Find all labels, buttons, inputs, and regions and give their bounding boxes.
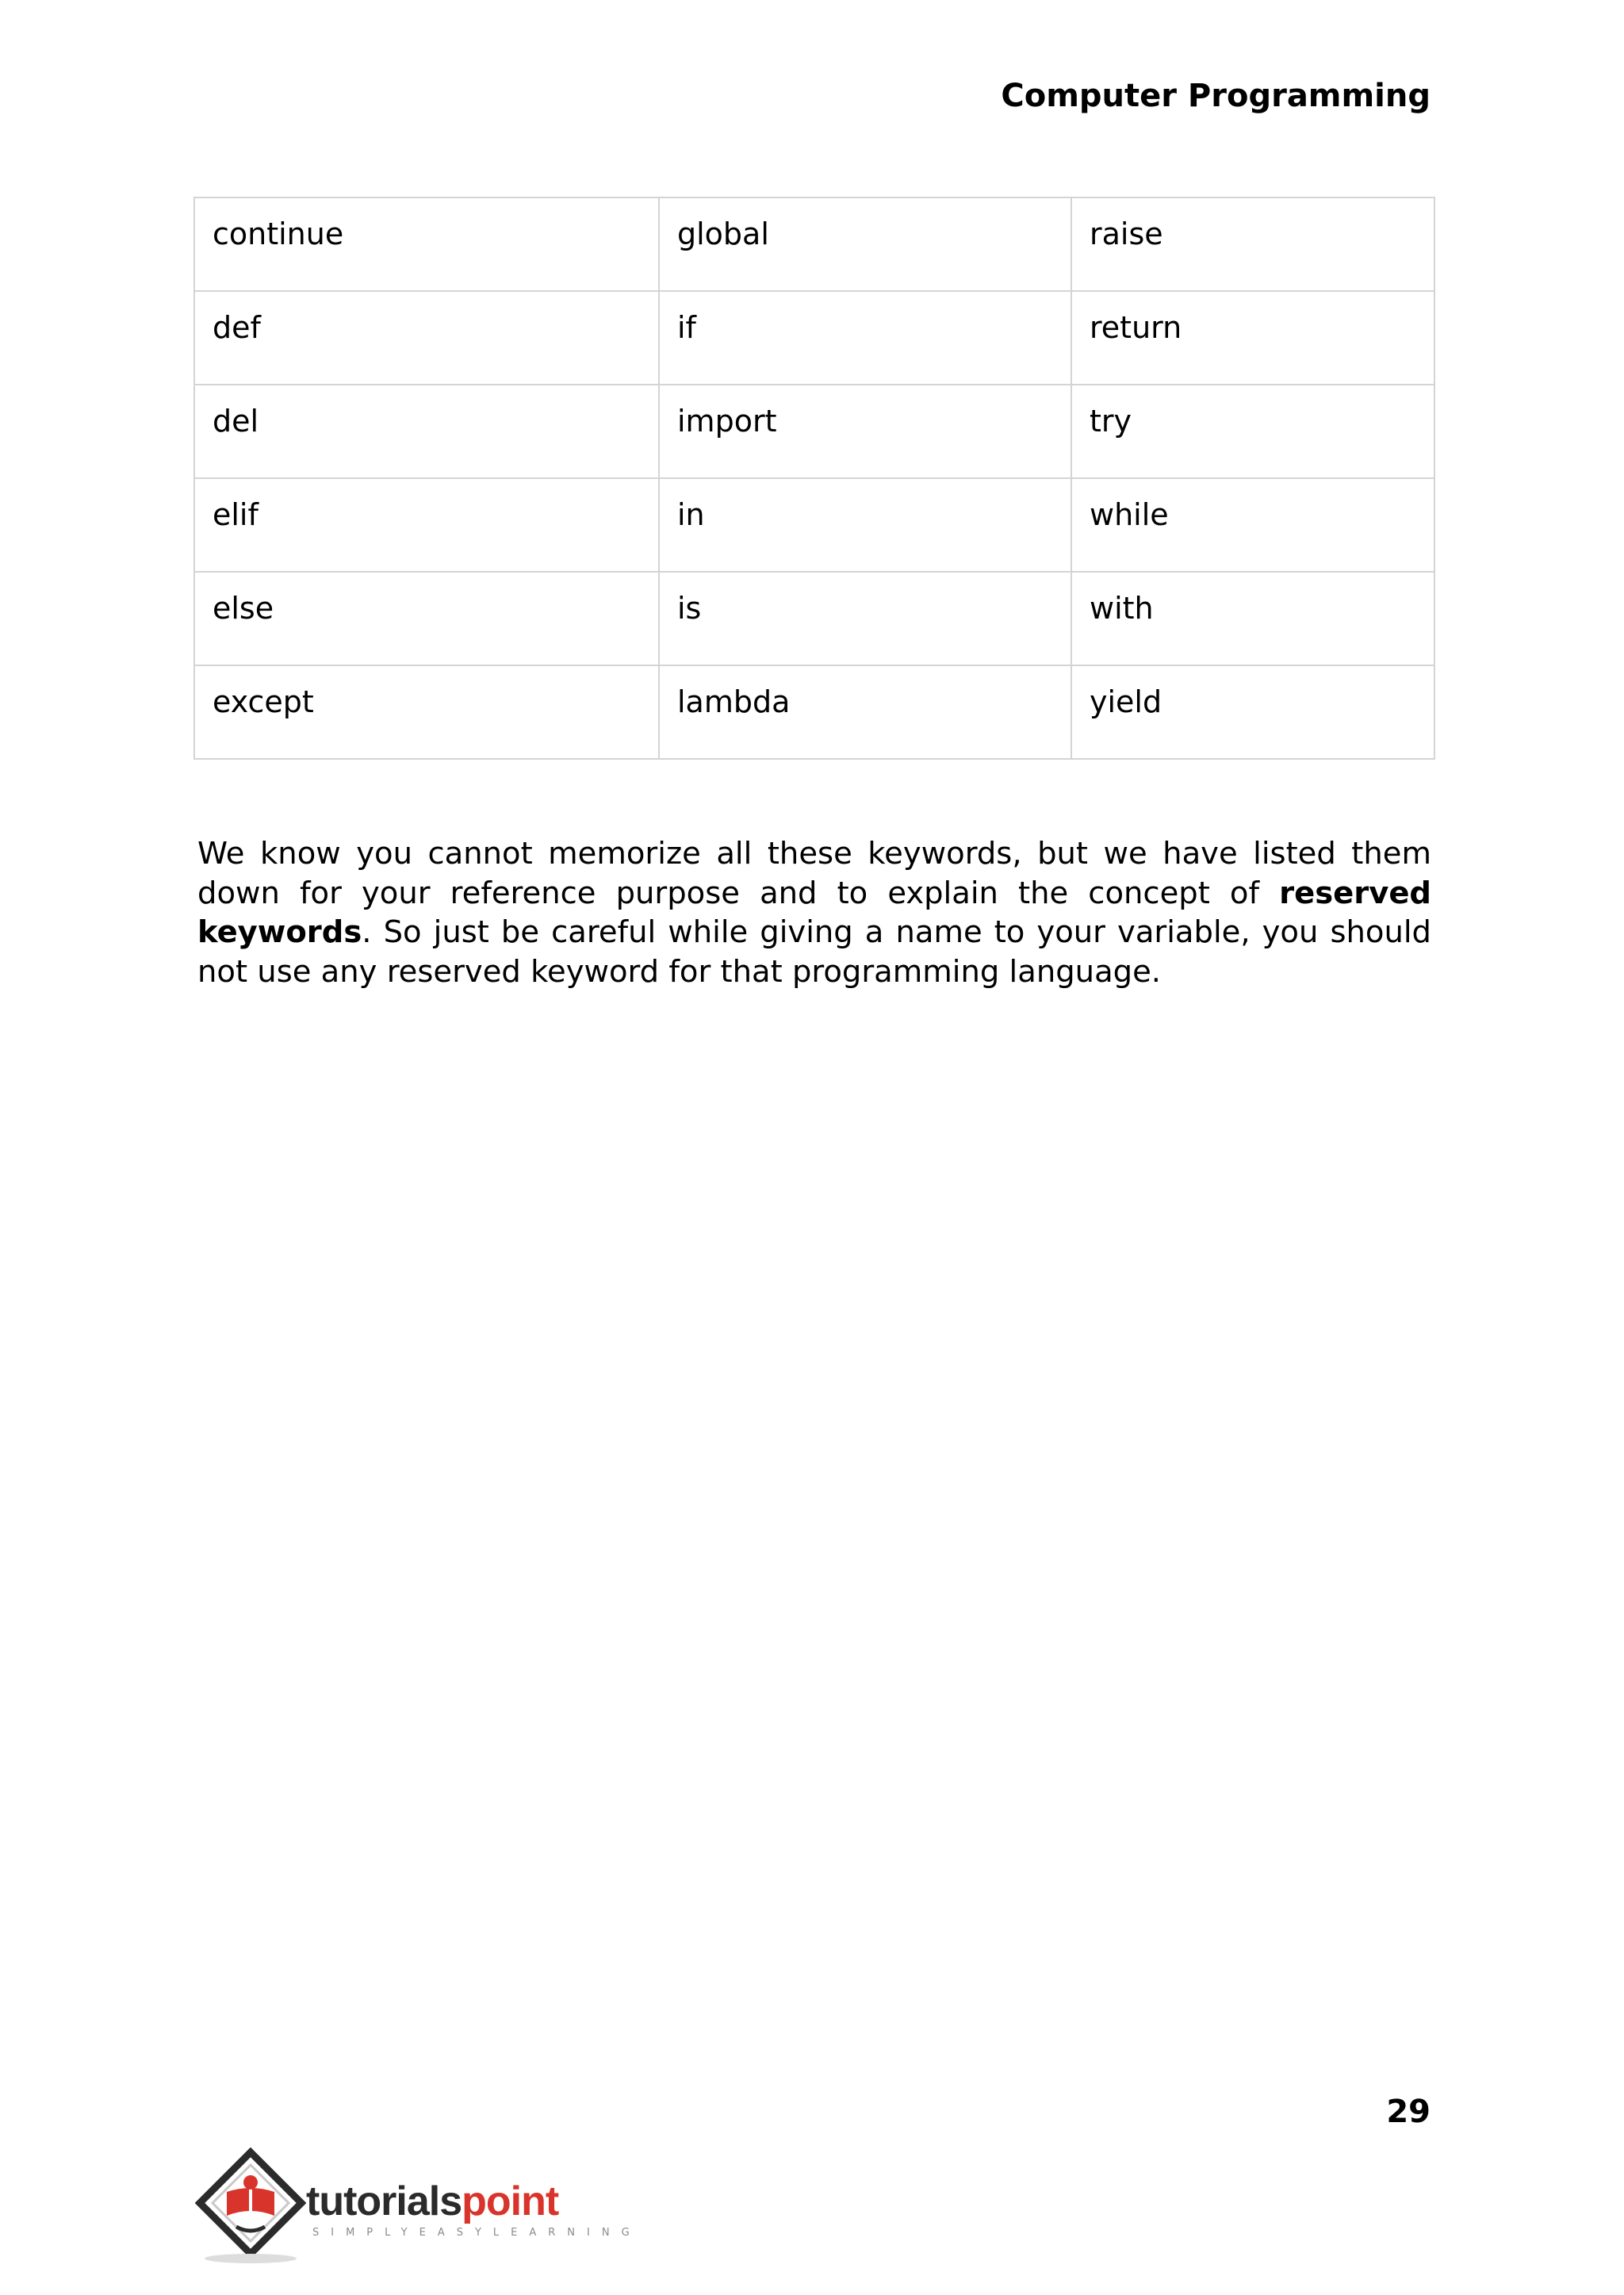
logo-mark-icon: [195, 2147, 306, 2266]
paragraph-text: . So just be careful while giving a name to your variable, you should not use any reserved keyword for that programming language.: [197, 914, 1431, 990]
table-row: [194, 197, 1434, 291]
page-number: 29: [1386, 2094, 1431, 2130]
table-row: [194, 478, 1434, 572]
paragraph-text: We know you cannot memorize all these keywords, but we have listed them down for your reference purpose and to explain the concept of: [197, 836, 1431, 911]
table-cell: def: [194, 291, 659, 385]
table-cell: while: [1071, 478, 1434, 572]
logo-wordmark: [306, 2178, 559, 2224]
table-cell: try: [1071, 385, 1434, 478]
table-cell: if: [659, 291, 1071, 385]
table-cell: yield: [1071, 665, 1434, 759]
table-cell: else: [194, 572, 659, 665]
table-cell: global: [659, 197, 1071, 291]
table-cell: lambda: [659, 665, 1071, 759]
running-header-title: Computer Programming: [1001, 78, 1431, 114]
tutorialspoint-logo: [195, 2147, 642, 2274]
table-cell: except: [194, 665, 659, 759]
table-cell: in: [659, 478, 1071, 572]
body-paragraph: [197, 834, 1431, 991]
keyword-table: [193, 197, 1435, 760]
table-row: [194, 385, 1434, 478]
logo-tagline: SIMPLYEASYLEARNING: [312, 2227, 642, 2239]
logo-word-accent: point: [462, 2178, 559, 2224]
table-row: [194, 572, 1434, 665]
table-cell: is: [659, 572, 1071, 665]
table-cell: return: [1071, 291, 1434, 385]
table-cell: import: [659, 385, 1071, 478]
table-cell: continue: [194, 197, 659, 291]
table-row: [194, 665, 1434, 759]
table-cell: elif: [194, 478, 659, 572]
logo-word-dark: tutorials: [306, 2178, 462, 2224]
table-cell: del: [194, 385, 659, 478]
table-cell: raise: [1071, 197, 1434, 291]
table-cell: with: [1071, 572, 1434, 665]
paragraph-bold-term: reserved keywords: [197, 875, 1431, 950]
table-row: [194, 291, 1434, 385]
